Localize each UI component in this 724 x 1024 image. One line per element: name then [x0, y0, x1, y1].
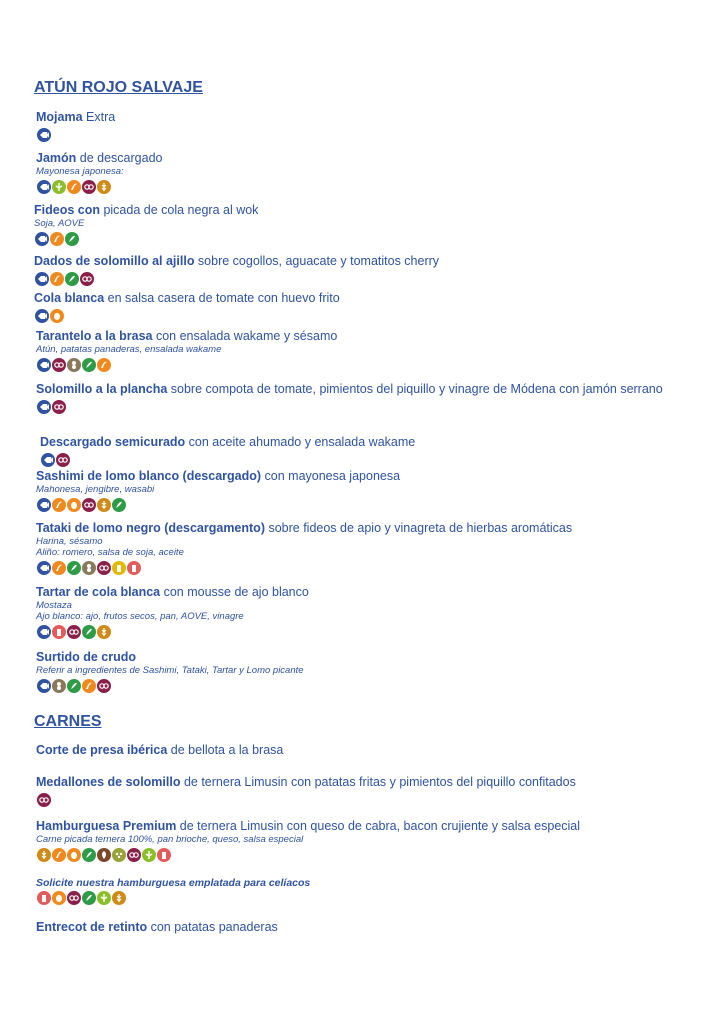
fish-icon [36, 357, 52, 373]
sulfites-icon [36, 792, 52, 808]
gluten-icon [96, 497, 112, 513]
allergen-icons [34, 231, 724, 248]
fish-icon [34, 231, 50, 247]
crustacean-icon [51, 497, 67, 513]
dish-description: con mayonesa japonesa [261, 469, 401, 483]
crustacean-icon [49, 271, 65, 287]
allergen-icons [36, 890, 236, 907]
dish-ingredients-note: Soja, AOVE [34, 218, 85, 229]
fish-icon [40, 452, 56, 468]
dish-name: Tarantelo a la brasa [36, 329, 153, 343]
dish-description: con aceite ahumado y ensalada wakame [185, 435, 416, 449]
celiac-note: Solicite nuestra hamburguesa emplatada para celíacos [36, 877, 311, 889]
crustacean-icon [49, 231, 65, 247]
dish-ingredients-note: Harina, sésamo [36, 536, 103, 547]
dish-ingredients-note: Ajo blanco: ajo, frutos secos, pan, AOVE, vinagre [36, 611, 244, 622]
dish-item [34, 291, 724, 325]
dish-title [36, 585, 724, 600]
section-title-carnes: CARNES [34, 713, 102, 730]
dish-item [36, 382, 724, 416]
dish-description: sobre compota de tomate, pimientos del piquillo y vinagre de Módena con jamón serrano [167, 382, 663, 396]
soy-icon [81, 357, 97, 373]
fish-icon [36, 678, 52, 694]
dish-description: con ensalada wakame y sésamo [152, 329, 338, 343]
dish-title [36, 151, 724, 166]
gluten-icon [96, 624, 112, 640]
sulfites-icon [96, 678, 112, 694]
dish-description: con patatas panaderas [147, 920, 278, 934]
sulfites-icon [66, 890, 82, 906]
dish-item [36, 110, 724, 144]
dairy-icon [126, 560, 142, 576]
allergen-icons [36, 127, 724, 144]
fish-icon [36, 127, 52, 143]
dish-ingredients-note: Atún, patatas panaderas, ensalada wakame [36, 344, 222, 355]
dish-name: Tartar de cola blanca [36, 585, 161, 599]
dish-item [36, 585, 724, 641]
sulfites-icon [51, 399, 67, 415]
soy-icon [81, 624, 97, 640]
egg-icon [51, 890, 67, 906]
dish-name: Hamburguesa Premium [36, 819, 177, 833]
dish-item [36, 151, 724, 196]
fish-icon [34, 271, 50, 287]
dish-name: Jamón [36, 151, 77, 165]
soy-icon [81, 890, 97, 906]
dish-name: Solomillo a la plancha [36, 382, 168, 396]
allergen-icons [36, 179, 724, 196]
dish-description: picada de cola negra al wok [99, 203, 259, 217]
crustacean-icon [81, 678, 97, 694]
celery-icon [141, 847, 157, 863]
dish-title [40, 435, 724, 450]
fish-icon [36, 624, 52, 640]
dish-title [36, 743, 724, 758]
dish-title [36, 920, 724, 935]
dish-item [36, 743, 724, 758]
dish-item [36, 329, 724, 374]
fish-icon [36, 179, 52, 195]
dish-name: Fideos con [34, 203, 100, 217]
sulfites-icon [96, 560, 112, 576]
dish-ingredients-note: Carne picada ternera 100%, pan brioche, queso, salsa especial [36, 834, 304, 845]
section-title-atun: ATÚN ROJO SALVAJE [34, 79, 203, 96]
soy-icon [64, 231, 80, 247]
dish-description: de bellota a la brasa [167, 743, 284, 757]
dish-item [36, 775, 724, 809]
allergen-icons [36, 847, 724, 864]
allergen-icons [34, 308, 724, 325]
sulfites-icon [81, 497, 97, 513]
dish-item [36, 819, 724, 864]
sulfites-icon [126, 847, 142, 863]
soy-icon [66, 560, 82, 576]
dish-name: Descargado semicurado [40, 435, 186, 449]
dish-title [36, 775, 724, 790]
dish-name: Tataki de lomo negro (descargamento) [36, 521, 265, 535]
dish-item [36, 521, 724, 577]
egg-icon [66, 497, 82, 513]
dish-item [40, 435, 724, 469]
dish-title [36, 469, 724, 484]
dish-ingredients-note: Referir a ingredientes de Sashimi, Tataki, Tartar y Lomo picante [36, 665, 304, 676]
sulfites-icon [55, 452, 71, 468]
dairy-icon [156, 847, 172, 863]
crustacean-icon [51, 560, 67, 576]
soy-icon [64, 271, 80, 287]
dish-name: Entrecot de retinto [36, 920, 148, 934]
dish-description: en salsa casera de tomate con huevo frito [104, 291, 340, 305]
sulfites-icon [81, 179, 97, 195]
dish-title [34, 291, 724, 306]
allergen-icons [36, 678, 724, 695]
dish-item [36, 469, 724, 514]
dish-title [34, 203, 724, 218]
nuts-icon [96, 847, 112, 863]
dairy-icon [36, 890, 52, 906]
dish-description: Extra [82, 110, 116, 124]
allergen-icons [36, 399, 724, 416]
peanut-icon [51, 678, 67, 694]
dish-item [34, 203, 724, 248]
dish-ingredients-note: Mahonesa, jengibre, wasabi [36, 484, 155, 495]
peanut-icon [81, 560, 97, 576]
fish-icon [34, 308, 50, 324]
dish-title [36, 382, 724, 397]
dish-title [36, 110, 724, 125]
dish-name: Mojama [36, 110, 83, 124]
dish-name: Surtido de crudo [36, 650, 136, 664]
soy-icon [111, 497, 127, 513]
dish-title [36, 521, 724, 536]
dish-name: Corte de presa ibérica [36, 743, 168, 757]
allergen-icons [34, 271, 724, 288]
mustard-icon [111, 560, 127, 576]
dish-description: de descargado [76, 151, 163, 165]
soy-icon [66, 678, 82, 694]
dish-ingredients-note: Mostaza [36, 600, 72, 611]
sulfites-icon [66, 624, 82, 640]
dish-description: de ternera Limusin con patatas fritas y pimientos del piquillo confitados [180, 775, 576, 789]
sulfites-icon [79, 271, 95, 287]
dish-description: sobre fideos de apio y vinagreta de hierbas aromáticas [264, 521, 573, 535]
dish-title [36, 650, 724, 665]
dairy-icon [51, 624, 67, 640]
dish-ingredients-note: Aliño: romero, salsa de soja, aceite [36, 547, 184, 558]
dish-ingredients-note: Mayonesa japonesa: [36, 166, 124, 177]
dish-title [36, 819, 724, 834]
allergen-icons [36, 497, 724, 514]
allergen-icons [36, 792, 724, 809]
sesame-icon [111, 847, 127, 863]
dish-item [36, 650, 724, 695]
soy-icon [81, 847, 97, 863]
allergen-icons [40, 452, 724, 469]
dish-item [34, 254, 724, 288]
dish-title [34, 254, 724, 269]
allergen-icons [36, 357, 724, 374]
egg-icon [49, 308, 65, 324]
celery-icon [96, 890, 112, 906]
gluten-icon [111, 890, 127, 906]
allergen-icons [36, 624, 724, 641]
dish-description: con mousse de ajo blanco [160, 585, 309, 599]
crustacean-icon [96, 357, 112, 373]
fish-icon [36, 399, 52, 415]
dish-name: Sashimi de lomo blanco (descargado) [36, 469, 262, 483]
allergen-icons [36, 560, 724, 577]
dish-description: sobre cogollos, aguacate y tomatitos cherry [194, 254, 440, 268]
sulfites-icon [51, 357, 67, 373]
dish-name: Cola blanca [34, 291, 105, 305]
gluten-icon [96, 179, 112, 195]
crustacean-icon [66, 179, 82, 195]
peanut-icon [66, 357, 82, 373]
dish-name: Medallones de solomillo [36, 775, 181, 789]
dish-title [36, 329, 724, 344]
celery-icon [51, 179, 67, 195]
gluten-icon [36, 847, 52, 863]
dish-item [36, 920, 724, 935]
dish-name: Dados de solomillo al ajillo [34, 254, 195, 268]
crustacean-icon [51, 847, 67, 863]
dish-description: de ternera Limusin con queso de cabra, bacon crujiente y salsa especial [176, 819, 581, 833]
fish-icon [36, 560, 52, 576]
egg-icon [66, 847, 82, 863]
fish-icon [36, 497, 52, 513]
